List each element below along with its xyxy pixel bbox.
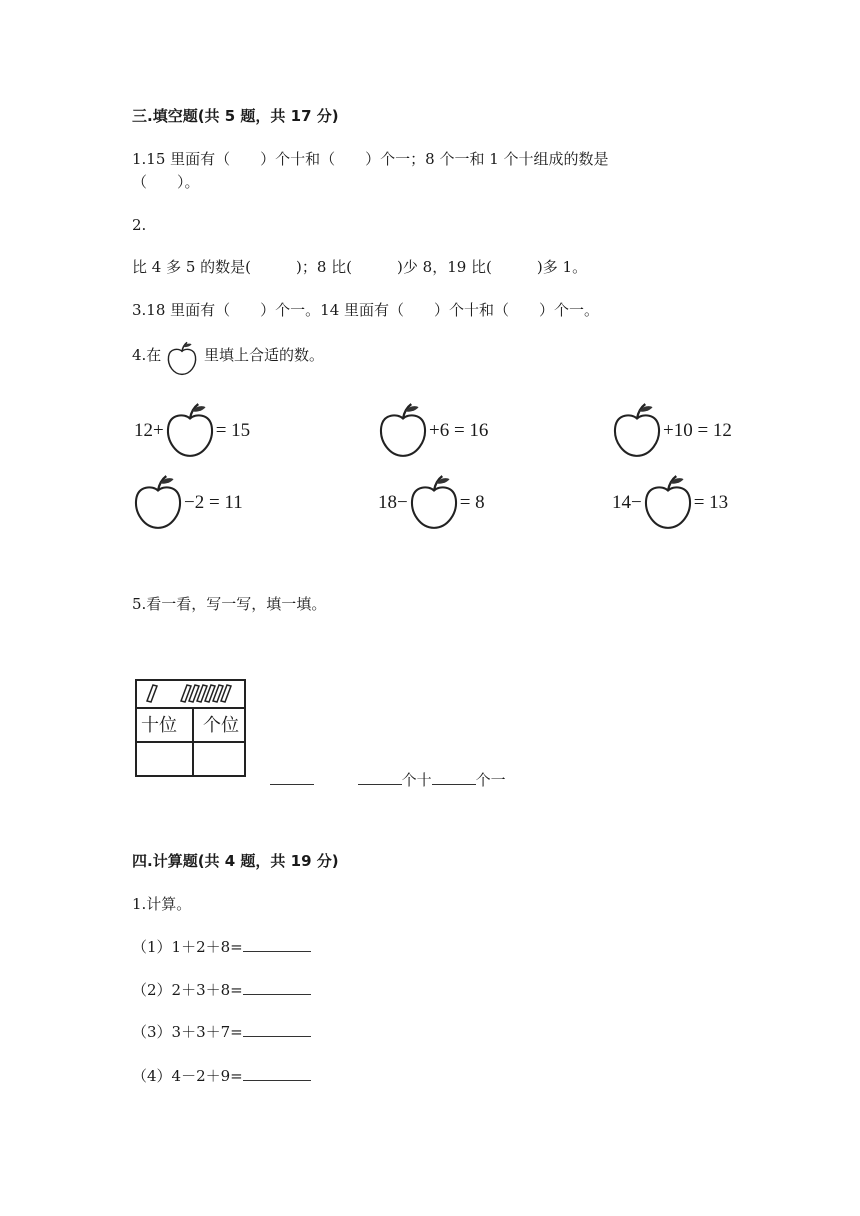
apple-equation [612,474,728,532]
section-3-title: 三.填空题(共 5 题，共 17 分) [132,107,339,125]
equation-right: −2 = 11 [184,492,243,513]
number-blank[interactable] [270,770,314,785]
equation-right: +10 = 12 [663,420,732,441]
q5-text: 5.看一看，写一写，填一填。 [132,595,327,613]
ones-header: 个位 [203,715,239,736]
equation-left: 14− [612,492,642,513]
equation-left: 12+ [134,420,164,441]
apple-equation [377,402,488,460]
answer-blank[interactable] [243,980,311,995]
apple-blank-icon[interactable] [132,474,184,532]
calc-item [132,1022,311,1042]
apple-icon [166,340,198,378]
calc-item [132,980,311,1000]
q2-text: 比 4 多 5 的数是( )；8 比( )少 8，19 比( )多 1。 [132,258,588,276]
calc-expression: （1）1＋2＋8= [132,938,243,956]
equation-right: = 13 [693,492,729,513]
apple-blank-icon[interactable] [164,402,216,460]
tens-unit-label: 个十 [401,771,432,789]
answer-blank[interactable] [243,1066,311,1081]
equation-right: = 15 [215,420,251,441]
tens-header: 十位 [141,715,177,736]
q4-suffix: 里填上合适的数。 [204,346,325,364]
answer-blank[interactable] [243,937,311,952]
equation-right: +6 = 16 [429,420,489,441]
calc-item [132,937,311,957]
tens-blank[interactable] [358,770,402,785]
equation-left: 18− [378,492,408,513]
section-4-title: 四.计算题(共 4 题，共 19 分) [132,852,339,870]
calc-expression: （3）3＋3＋7= [132,1023,243,1041]
calc-expression: （4）4－2＋9= [132,1067,243,1085]
place-value-chart [135,679,246,777]
answer-blank[interactable] [243,1022,311,1037]
apple-equation [134,402,250,460]
calc-item [132,1066,311,1086]
q1-line2: （ ）。 [132,173,200,191]
q3-text: 3.18 里面有（ ）个一。14 里面有（ ）个十和（ ）个一。 [132,301,600,319]
q1-line1: 1.15 里面有（ ）个十和（ ）个一；8 个一和 1 个十组成的数是 [132,150,609,168]
counting-sticks-icon [137,681,244,705]
q2-number: 2. [132,216,147,234]
ones-unit-label: 个一 [475,771,506,789]
apple-blank-icon[interactable] [408,474,460,532]
equation-right: = 8 [459,492,485,513]
apple-equation [378,474,485,532]
calc-expression: （2）2＋3＋8= [132,981,243,999]
apple-blank-icon[interactable] [377,402,429,460]
ones-blank[interactable] [432,770,476,785]
q4-prefix: 4.在 [132,346,162,364]
q5-answer-row [270,770,506,790]
apple-equation [611,402,732,460]
apple-blank-icon[interactable] [642,474,694,532]
apple-blank-icon[interactable] [611,402,663,460]
calc-q1: 1.计算。 [132,895,192,913]
apple-equation [132,474,243,532]
counting-sticks-row [137,681,244,709]
